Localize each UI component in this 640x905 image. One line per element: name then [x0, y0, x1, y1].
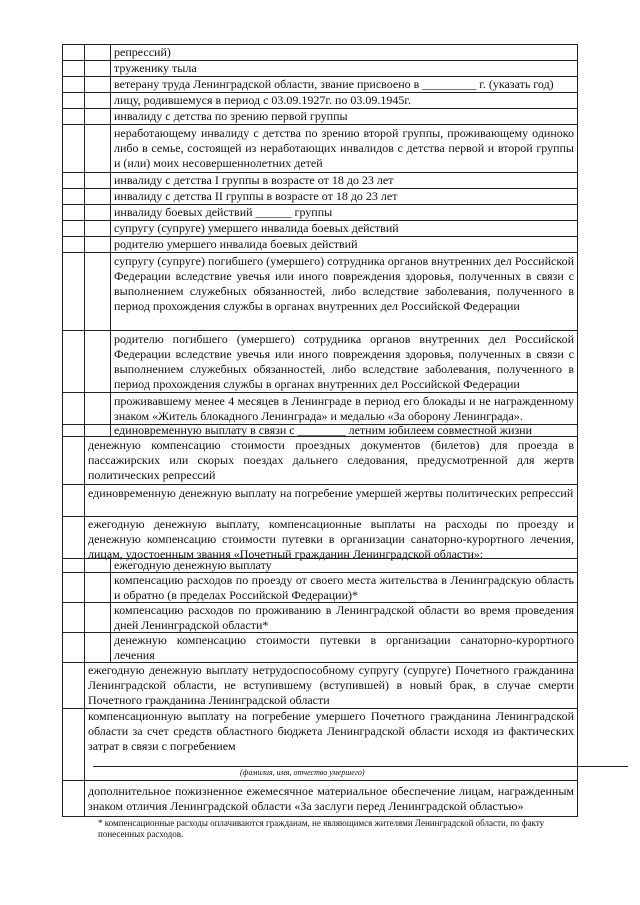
row-text: единовременную выплату в связи с ________ летним юбилеем совместной жизни — [114, 423, 533, 437]
row-text: супругу (супруге) погибшего (умершего) сотрудника органов внутренних дел Российской Федерации вследствие увечья или иного повреждения здоровья, полученных в связи с выполнением служебных обязанностей, либо вследствие заболевания, полученного в период прохождения службы в органах внутренних дел Российской Федерации — [114, 254, 574, 313]
table-row — [62, 76, 578, 92]
row-text: лицу, родившемуся в период с 03.09.1927г. по 03.09.1945г. — [114, 93, 411, 107]
row-text: труженику тыла — [114, 61, 197, 75]
table-row — [62, 124, 578, 172]
row-text: инвалиду с детства I группы в возрасте от 18 до 23 лет — [114, 173, 394, 187]
row-text: денежную компенсацию стоимости путевки в организации санаторно-курортного лечения — [114, 633, 574, 662]
table-row — [62, 558, 578, 572]
table-row — [62, 188, 578, 204]
row-text: компенсацию расходов по проживанию в Ленинградской области во время проведения дней Ленинградской области* — [114, 603, 574, 632]
table-row — [62, 204, 578, 220]
deceased-name-caption: (фамилия, имя, отчество умершего) — [240, 768, 365, 777]
table-row — [62, 602, 578, 632]
row-text: компенсационную выплату на погребение умершего Почетного гражданина Ленинградской области за счет средств областного бюджета Ленинградской области исходя из фактических затрат в связи с погребением — [88, 709, 574, 753]
table-row — [62, 252, 578, 330]
footnote: * компенсационные расходы оплачиваются гражданам, не являющимся жителями Ленинградской области, по факту понесенных расходов. — [98, 818, 545, 839]
deceased-name-line — [93, 766, 628, 767]
row-text: ветерану труда Ленинградской области, звание присвоено в _________ г. (указать год) — [114, 77, 554, 91]
table-row — [62, 220, 578, 236]
table-row — [62, 60, 578, 76]
row-text: инвалиду с детства II группы в возрасте от 18 до 23 лет — [114, 189, 398, 203]
row-text: ежегодную денежную выплату нетрудоспособному супругу (супруге) Почетного гражданина Ленинградской области, не вступившему (вступившей) в новый брак, в случае смерти Почетного гражданина Ленинградской области — [88, 663, 574, 707]
row-text: родителю погибшего (умершего) сотрудника органов внутренних дел Российской Федерации вследствие увечья или иного повреждения здоровья, полученных в связи с выполнением служебных обязанностей, либо вследствие заболевания, полученного в период прохождения службы в органах внутренних дел Российской Федерации — [114, 332, 574, 391]
row-text: единовременную денежную выплату на погребение умершей жертвы политических репрессий — [88, 486, 574, 500]
row-text: компенсацию расходов по проезду от своего места жительства в Ленинградскую область и обратно (в пределах Российской Федерации)* — [114, 573, 574, 602]
row-text: денежную компенсацию стоимости проездных документов (билетов) для проезда в пассажирских или скорых поездах дальнего следования, предусмотренной для жертв политических репрессий — [88, 438, 574, 482]
row-text: дополнительное пожизненное ежемесячное материальное обеспечение лицам, награжденным знаком отличия Ленинградской области «За заслуги перед Ленинградской областью» — [88, 784, 574, 813]
table-row — [62, 436, 578, 484]
row-text: ежегодную денежную выплату — [114, 558, 272, 572]
table-row — [62, 516, 578, 561]
table-row — [62, 662, 578, 708]
table-row — [62, 172, 578, 188]
table-row — [62, 572, 578, 602]
table-row — [62, 392, 578, 424]
row-text: инвалиду боевых действий ______ группы — [114, 205, 333, 219]
table-row — [62, 92, 578, 108]
table-row — [62, 632, 578, 662]
table-row — [62, 44, 578, 60]
table-row — [62, 236, 578, 252]
row-text: ежегодную денежную выплату, компенсационные выплаты на расходы по проезду и денежную компенсацию стоимости путевки в организации санаторно-курортного лечения, лицам, удостоенным звания «Почетный гражданин Ленинградской области»: — [88, 517, 574, 561]
row-text: инвалиду с детства по зрению первой группы — [114, 109, 348, 123]
table-row — [62, 484, 578, 516]
row-text: родителю умершего инвалида боевых действий — [114, 237, 358, 251]
table-row — [62, 424, 578, 436]
table-row — [62, 780, 578, 817]
row-text: репрессий) — [114, 45, 171, 59]
row-text: супругу (супруге) умершего инвалида боевых действий — [114, 221, 399, 235]
row-text: неработающему инвалиду с детства по зрению второй группы, проживающему одиноко либо в семье, состоящей из неработающих инвалидов с детства первой и второй группы и (или) моих несовершеннолетних детей — [114, 126, 574, 170]
row-text: проживавшему менее 4 месяцев в Ленинграде в период его блокады и не награжденному знаком «Житель блокадного Ленинграда» и медалью «За оборону Ленинграда». — [114, 394, 574, 423]
table-row — [62, 330, 578, 392]
table-row — [62, 108, 578, 124]
